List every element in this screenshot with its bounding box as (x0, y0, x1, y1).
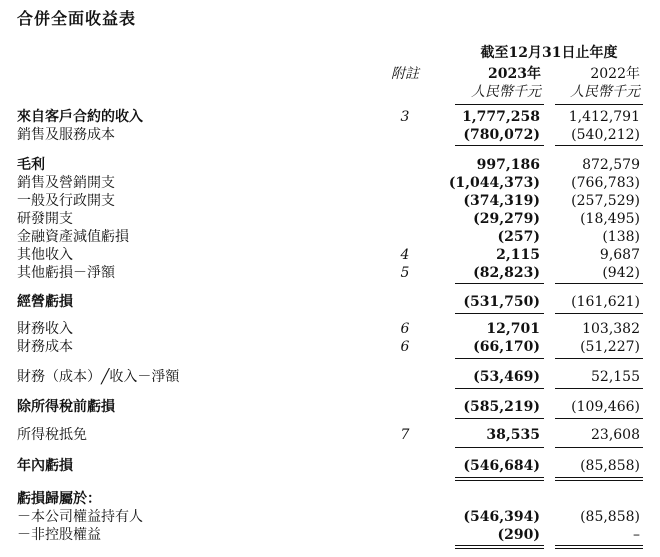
row-label: 一般及行政開支 (17, 193, 115, 209)
table-row (0, 526, 660, 544)
row-value-current: (29,279) (473, 211, 540, 227)
year-current-header: 2023年 (488, 66, 541, 82)
row-value-current: (374,319) (463, 193, 540, 209)
row-value-prior: (109,466) (571, 399, 640, 415)
row-value-prior: (257,529) (571, 193, 640, 209)
row-value-current: (66,170) (473, 339, 540, 355)
row-label: 財務成本 (17, 339, 73, 355)
row-value-current: 1,777,258 (462, 109, 540, 125)
subtotal-rule (555, 418, 643, 419)
double-underline (555, 480, 643, 481)
row-value-current: (531,750) (463, 294, 540, 310)
row-value-prior: 9,687 (599, 247, 640, 263)
row-value-prior: (85,858) (580, 509, 640, 525)
subtotal-rule (455, 283, 544, 284)
row-value-current: (585,219) (463, 399, 540, 415)
row-value-current: (290) (497, 527, 540, 543)
row-value-prior: (161,621) (571, 294, 640, 310)
row-note: 6 (400, 339, 410, 355)
row-value-current: (82,823) (473, 265, 540, 281)
subtotal-rule (455, 358, 544, 359)
row-label: 銷售及服務成本 (17, 127, 115, 143)
row-label: 研發開支 (17, 211, 73, 227)
double-underline (555, 548, 643, 549)
subtotal-rule (455, 388, 544, 389)
subtotal-rule (555, 313, 643, 314)
table-row (0, 264, 660, 282)
unit-prior-header: 人民幣千元 (570, 84, 640, 100)
row-value-prior: 23,608 (591, 427, 640, 443)
row-label: 銷售及營銷開支 (17, 175, 115, 191)
row-label: －非控股權益 (17, 527, 101, 543)
row-label: －本公司權益持有人 (17, 509, 143, 525)
row-note: 6 (400, 321, 410, 337)
row-value-current: 997,186 (476, 157, 540, 173)
row-value-prior: (85,858) (580, 458, 640, 474)
row-label: 財務收入 (17, 321, 73, 337)
table-row (0, 426, 660, 444)
row-value-prior: (138) (602, 229, 640, 245)
row-value-prior: 872,579 (582, 157, 640, 173)
double-underline (455, 477, 544, 478)
table-row (0, 108, 660, 126)
table-row (0, 320, 660, 338)
row-value-prior: 1,412,791 (568, 109, 640, 125)
note-column-header: 附註 (391, 66, 419, 82)
header-underline-current (455, 104, 544, 105)
row-value-prior: (766,783) (571, 175, 640, 191)
row-label: 虧損歸屬於： (17, 491, 101, 507)
table-row (0, 192, 660, 210)
double-underline (455, 545, 544, 546)
row-value-current: (546,684) (463, 458, 540, 474)
table-row (0, 126, 660, 144)
row-value-current: 2,115 (496, 247, 540, 263)
subtotal-rule (455, 418, 544, 419)
row-label: 來自客戶合約的收入 (17, 109, 143, 125)
subtotal-rule (555, 358, 643, 359)
row-label: 除所得稅前虧損 (17, 399, 115, 415)
period-header: 截至12月31日止年度 (480, 45, 618, 61)
double-underline (455, 548, 544, 549)
row-note: 5 (400, 265, 410, 281)
subtotal-rule (555, 447, 643, 448)
double-underline (455, 480, 544, 481)
unit-current-header: 人民幣千元 (471, 84, 541, 100)
table-row (0, 228, 660, 246)
row-value-current: (546,394) (463, 509, 540, 525)
table-row (0, 490, 660, 508)
row-label: 所得稅抵免 (17, 427, 87, 443)
row-value-prior: 52,155 (591, 369, 640, 385)
row-value-prior: – (633, 527, 640, 543)
subtotal-rule (455, 313, 544, 314)
row-value-current: (780,072) (463, 127, 540, 143)
row-value-prior: (942) (602, 265, 640, 281)
table-row (0, 457, 660, 475)
table-row (0, 210, 660, 228)
double-underline (555, 545, 643, 546)
row-label: 其他虧損－淨額 (17, 265, 115, 281)
table-row (0, 246, 660, 264)
double-underline (555, 477, 643, 478)
subtotal-rule (555, 145, 643, 146)
table-row (0, 293, 660, 311)
row-value-prior: (540,212) (571, 127, 640, 143)
row-value-prior: (18,495) (580, 211, 640, 227)
year-prior-header: 2022年 (590, 66, 640, 82)
row-label: 年內虧損 (17, 458, 73, 474)
table-row (0, 508, 660, 526)
header-underline-prior (555, 104, 643, 105)
table-row (0, 174, 660, 192)
subtotal-rule (555, 283, 643, 284)
row-value-prior: 103,382 (582, 321, 640, 337)
subtotal-rule (455, 145, 544, 146)
row-note: 3 (400, 109, 410, 125)
row-value-prior: (51,227) (580, 339, 640, 355)
row-value-current: (257) (497, 229, 540, 245)
row-label: 其他收入 (17, 247, 73, 263)
subtotal-rule (455, 447, 544, 448)
table-row (0, 338, 660, 356)
table-row (0, 398, 660, 416)
row-label: 金融資產減值虧損 (17, 229, 129, 245)
subtotal-rule (555, 388, 643, 389)
row-note: 4 (400, 247, 410, 263)
statement-title: 合併全面收益表 (17, 9, 137, 28)
row-value-current: 38,535 (486, 427, 540, 443)
row-note: 7 (400, 427, 410, 443)
row-label: 經營虧損 (17, 294, 73, 310)
row-value-current: (53,469) (473, 369, 540, 385)
table-row (0, 368, 660, 386)
table-row (0, 156, 660, 174)
row-value-current: 12,701 (486, 321, 540, 337)
row-label: 毛利 (17, 157, 45, 173)
row-label: 財務（成本）╱收入－淨額 (17, 369, 180, 385)
row-value-current: (1,044,373) (448, 175, 540, 191)
